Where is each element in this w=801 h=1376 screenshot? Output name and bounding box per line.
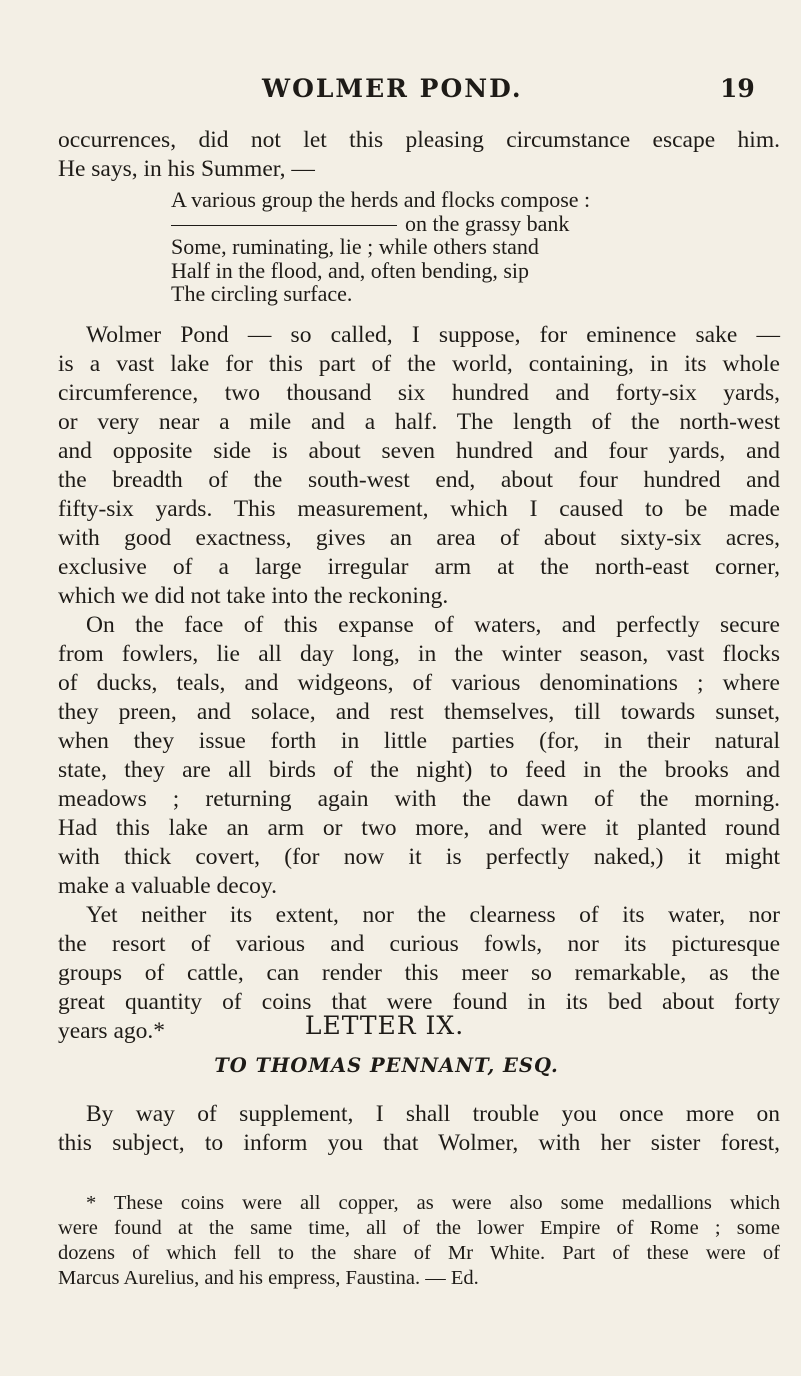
text-line: meadows ; returning again with the dawn of the morning. [58, 786, 780, 812]
text-line: Yet neither its extent, nor the clearness of its water, nor [86, 902, 780, 928]
text-line: the resort of various and curious fowls, nor its picturesque [58, 931, 780, 957]
footnote [58, 1191, 780, 1291]
text-line: exclusive of a large irregular arm at the north-east corner, [58, 554, 780, 580]
text-line: and opposite side is about seven hundred and four yards, and [58, 438, 780, 464]
verse-line: The circling surface. [171, 281, 353, 306]
text-line: Had this lake an arm or two more, and were it planted round [58, 815, 780, 841]
text-line: occurrences, did not let this pleasing circumstance escape him. [58, 127, 780, 153]
text-line: the breadth of the south-west end, about four hundred and [58, 467, 780, 493]
verse-quotation [171, 188, 731, 306]
text-line: groups of cattle, can render this meer so remarkable, as the [58, 960, 780, 986]
text-line: with thick covert, (for now it is perfectly naked,) it might [58, 844, 780, 870]
footnote-line: * These coins were all copper, as were also some medallions which [86, 1192, 780, 1214]
text-line: Wolmer Pond — so called, I suppose, for eminence sake — [86, 322, 780, 348]
letter-addressee [0, 1054, 801, 1077]
text-line: By way of supplement, I shall trouble you once more on [86, 1101, 780, 1127]
text-line: great quantity of coins that were found in its bed about forty [58, 989, 780, 1015]
text-line: with good exactness, gives an area of about sixty-six acres, [58, 525, 780, 551]
text-line: circumference, two thousand six hundred and forty-six yards, [58, 380, 780, 406]
elision-rule [171, 225, 397, 226]
text-line: when they issue forth in little parties (for, in their natural [58, 728, 780, 754]
text-line: this subject, to inform you that Wolmer, with her sister forest, [58, 1130, 780, 1156]
footnote-line: Marcus Aurelius, and his empress, Faustina. — Ed. [58, 1267, 479, 1289]
text-line: years ago.* [58, 1018, 166, 1044]
text-line: On the face of this expanse of waters, and perfectly secure [86, 612, 780, 638]
running-title: WOLMER POND. [262, 74, 523, 103]
verse-line: A various group the herds and flocks compose : [171, 187, 591, 212]
footnote-line: were found at the same time, all of the lower Empire of Rome ; some [58, 1217, 780, 1239]
intro-paragraph [58, 126, 780, 184]
letter-heading [0, 1011, 801, 1040]
verse-line-text: on the grassy bank [405, 210, 570, 236]
text-line: is a vast lake for this part of the world, containing, in its whole [58, 351, 780, 377]
text-line: state, they are all birds of the night) to feed in the brooks and [58, 757, 780, 783]
text-line: make a valuable decoy. [58, 873, 278, 899]
letter-addressee-text: TO THOMAS PENNANT, ESQ. [214, 1054, 559, 1077]
letter-heading-text: LETTER IX. [304, 1011, 465, 1040]
footnote-line: dozens of which fell to the share of Mr White. Part of these were of [58, 1242, 780, 1264]
page-number: 19 [720, 74, 755, 103]
text-line: or very near a mile and a half. The length of the north-west [58, 409, 780, 435]
text-line: they preen, and solace, and rest themselves, till towards sunset, [58, 699, 780, 725]
letter-body [58, 1100, 780, 1158]
verse-line: Some, ruminating, lie ; while others stand [171, 234, 539, 259]
verse-line [171, 212, 731, 236]
verse-line: Half in the flood, and, often bending, sip [171, 257, 530, 283]
text-line: He says, in his Summer, — [58, 156, 315, 182]
body-paragraphs [58, 321, 780, 1046]
text-line: of ducks, teals, and widgeons, of various denominations ; where [58, 670, 780, 696]
running-head [0, 74, 801, 110]
text-line: from fowlers, lie all day long, in the winter season, vast flocks [58, 641, 780, 667]
text-line: fifty-six yards. This measurement, which I caused to be made [58, 496, 780, 522]
text-line: which we did not take into the reckoning. [58, 583, 449, 609]
